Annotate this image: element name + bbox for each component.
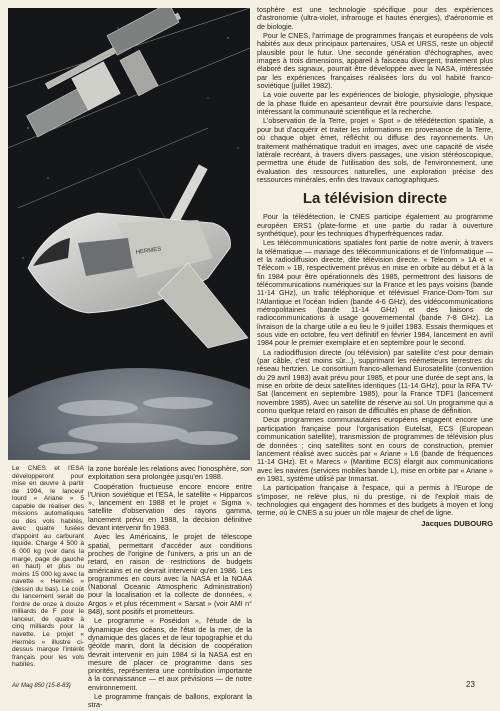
paragraph: La radiodiffusion directe (ou télévision) par satellite c'est pour demain (par câble, c'est moins sûr...), supprimant les réémetteurs terrestres du réseau hertzien. Le consortium franco-allemand Eurosatellite (convention du 29 avril 1983) avait prévu pour 1985, et pour une durée de sept ans, la mise en orbite de deux satellites identiques (11-14 GHz), pour la RFA TV-Sat (lancement en septembre 1985), pour la France TDF1 (lancement novembre 1985). Avec un satellite de réserve au sol. Un programme qui a connu quelque retard en raison de difficultés en phase de définition.: [257, 347, 493, 416]
paragraph: La voie ouverte par les expériences de biologie, physiologie, physique de la phase fluide en apesanteur devrait être poursuivie dans l'espace, intéressant la communauté scientifique et la recherche.: [257, 90, 493, 117]
page-number: 23: [466, 680, 475, 689]
paragraph: Pour la télédétection, le CNES participe également au programme européen ERS1 (plate-forme et une partie du radar à ouverture synthétique), pour les techniques d'hyperfréquences radar.: [257, 212, 493, 238]
caption-text: Le CNES et l'ESA développeront pour mise en œuvre à partir de 1994, le lanceur lourd « Ariane » 5 capable de réaliser des missions automatiques ou des vols habités, avec quatre fusées d'appoint au carburant liquide. Charge 4 500 à 6 000 kg (voir dans la marge, page de gauche en haut) et plus ou moins 15 000 kg avec la navette « Hermès » (dessin du bas). Le coût du lancement serait de l'ordre de onze à douze milliards de F pour le lanceur, de quatre à cinq milliards pour la navette. Le projet « Hermès » illustre ci-dessus marque l'intérêt français pour les vols habités.: [12, 465, 84, 669]
paragraph: Coopération fructueuse encore encore entre l'Union soviétique et l'ESA, le satellite « Hipparcos », lancement en 1988 et le projet « Sigma », satellite d'observation des rayons gamma, lancement prévu en 1988, la décision définitive devant intervenir fin 1983.: [88, 481, 252, 533]
right-text-column: [257, 6, 493, 528]
paragraph: Deux programmes communautaires européens engagent encore une participation française pour l'organisation Eutelsat, ECS (European communication satellite), transmission de programmes de télévision plus de données ; cinq satellites sont en cours de construction, premier lancement réalisé avec succès par « Ariane » L6 (bande de fréquences 11-14 GHz). Et « Marecs » (Maritime ECS) élargit aux communications avec les navires (services mobiles bande L), mise en orbite par « Ariane » en 1981, système utilisé par Inmarsat.: [257, 415, 493, 483]
illustration-caption: [12, 465, 84, 669]
paragraph: L'observation de la Terre, projet « Spot » de télédétection spatiale, a pour but d'acquérir et traiter les informations en provenance de la Terre, où chaque objet émet, réfléchit ou diffuse des rayonnements. Un traitement mathématique traduit en images, avec une capacité de visée latérale recréant, à travers divers passages, une vision stéréoscopique, permettra une étude de l'utilisation des sols, de l'environnement, une évaluation des ressources naturelles, une exploration précise des ressources minérales, enfin des travaux cartographiques.: [257, 116, 493, 184]
space-shuttle-illustration: [8, 8, 250, 460]
paragraph: Avec les Américains, le projet de télescope spatial, permettant d'accéder aux conditions proches de l'origine de l'univers, a pris un an de retard, en raison de restrictions de budgets américains et ne devrait intervenir qu'en 1986. Les programmes en cours avec la NASA et la NOAA (National Oceanic Atmospheric Administration) pour la localisation et la collecte de données, « Argos » et plus récemment « Sarsat » (voir AMI n° 848), sont positifs et prometteurs.: [88, 532, 252, 617]
author-signature: Jacques DUBOURG: [421, 518, 493, 528]
paragraph: Les télécommunications spatiales font partie de notre avenir, à travers la télématique — mariage des télécommunications et de l'informatique — et la radiodiffusion directe, dite télévision directe. « Telecom » 1A et « Télécom » 1B, respectivement prévus en mise en orbite au début et à la fin 1984 pour être opérationnels dès 1985, permettront des liaisons de télécommunications numériques sur la France et les pays voisins (bande 11-14 GHz), un trafic téléphonique et télévisuel France-Dom-Tom sur l'Atlantique et l'océan Indien (bande 4-6 GHz), des vidéocommunications métropolitaines (bande 11-14 GHz) et des liaisons de radiocommunications à usage gouvernemental (bande 7-8 GHz). La livraison de la charge utile a eu lieu le 9 juillet 1983. Essais thermiques et sous vide en octobre, feu vert définitif en février 1984, lancement en avril 1984 pour le premier exemplaire et en septembre pour le second.: [257, 238, 493, 348]
paragraph: tosphère est une technologie spécifique pour des expériences d'astronomie (ultra-violet, infrarouge et hautes énergies), d'aéronomie et de biologie.: [257, 5, 493, 31]
paragraph: Pour le CNES, l'arrimage de programmes français et européens de vols habités aux deux principaux partenaires, USA et URSS, reste un objectif plausible pour le futur. Une seconde génération d'échographes, avec images à trois dimensions, appareil à faisceau divergent, traitement plus élaboré des signaux, pourrait être développée avec la NASA, intéressée par les expériences françaises réalisées lors du vol habité franco-soviétique (juillet 1982).: [257, 31, 493, 91]
paragraph: la zone boréale les relations avec l'ionosphère, son exploitation sera prolongée jusqu'en 1988.: [88, 464, 252, 482]
paragraph: Le programme français de ballons, explorant la stra-: [88, 692, 252, 710]
section-title: La télévision directe: [302, 190, 448, 208]
shuttle-artwork: [8, 8, 250, 460]
shuttle-name: HERMES: [135, 246, 162, 256]
paragraph: La participation française à l'espace, qui a permis à l'Europe de s'imposer, ne relève plus, ni du prestige, ni de l'exploit mais de technologies qui engagent des hommes et des budgets à moyen et long terme, où le CNES a su jouer un rôle majeur de chef de ligne.: [257, 483, 493, 518]
paragraph: Le programme « Poséidon », l'étude de la dynamique des océans, de l'état de la mer, de la dynamique des glaces et de leur topographie et du géoïde marin, dont la décision de coopération devrait intervenir en juin 1984 si la NASA est en mesure de placer ce programme dans ses priorités, représentera une contribution importante à la connaissance — et aux prévisions — de notre environnement.: [88, 616, 252, 692]
left-text-column: [88, 465, 252, 711]
publication-reference: Air Mag 850 (15-8-83): [12, 683, 71, 689]
